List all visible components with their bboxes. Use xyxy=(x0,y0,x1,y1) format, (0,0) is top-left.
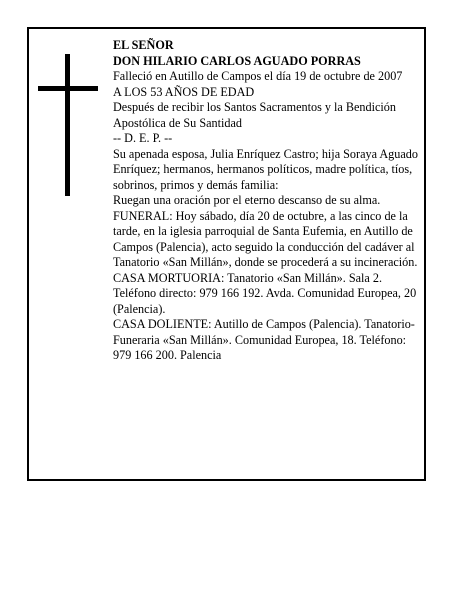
death-info: Falleció en Autillo de Campos el día 19 de octubre de 2007 xyxy=(113,69,403,83)
title-line-1: EL SEÑOR xyxy=(113,38,174,52)
sacraments-line: Después de recibir los Santos Sacramentos y la Bendición Apostólica de Su Santidad xyxy=(113,100,396,130)
funeral-paragraph: FUNERAL: Hoy sábado, día 20 de octubre, a las cinco de la tarde, en la iglesia parroquial de Santa Eufemia, en Autillo de Campos (Palencia), acto seguido la conducción del cadáver al Tanatorio «San Millán», donde se procederá a su incineración. xyxy=(113,208,418,269)
family-paragraph: Su apenada esposa, Julia Enríquez Castro; hija Soraya Aguado Enríquez; hermanos, hermanos políticos, madre política, tíos, sobrinos, primos y demás familia: xyxy=(113,146,418,192)
casa-doliente-paragraph: CASA DOLIENTE: Autillo de Campos (Palencia). Tanatorio-Funeraria «San Millán». Comunidad Europea, 18. Teléfono: 979 166 200. Palencia xyxy=(113,317,415,362)
age-line: A LOS 53 AÑOS DE EDAD xyxy=(113,84,255,99)
deceased-name: DON HILARIO CARLOS AGUADO PORRAS xyxy=(113,53,361,68)
cross-horizontal-bar xyxy=(38,86,98,91)
cross-icon xyxy=(38,54,98,196)
cross-vertical-bar xyxy=(65,54,70,196)
rip-line: -- D. E. P. -- xyxy=(113,131,173,145)
casa-mortuoria-paragraph: CASA MORTUORIA: Tanatorio «San Millán». Sala 2. Teléfono directo: 979 166 192. Avda. Comunidad Europea, 20 (Palencia). xyxy=(113,270,417,316)
prayer-line: Ruegan una oración por el eterno descanso de su alma. xyxy=(113,193,381,207)
obituary-text xyxy=(113,38,423,364)
